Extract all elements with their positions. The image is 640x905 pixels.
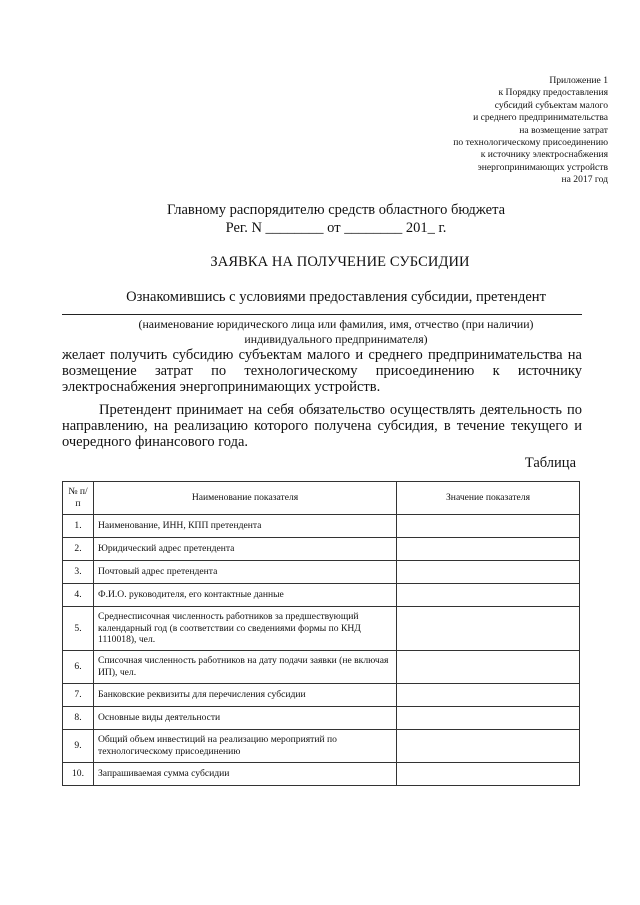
row-number: 5. [63,607,94,651]
row-indicator-name: Наименование, ИНН, КПП претендента [94,515,397,538]
row-value-cell[interactable] [397,607,580,651]
row-number: 1. [63,515,94,538]
row-value-cell[interactable] [397,730,580,763]
row-value-cell[interactable] [397,538,580,561]
appendix-line: к Порядку предоставления [498,87,608,99]
appendix-line: Приложение 1 [549,75,608,86]
row-indicator-name: Банковские реквизиты для перечисления субсидии [94,684,397,707]
row-indicator-name: Ф.И.О. руководителя, его контактные данные [94,584,397,607]
row-number: 6. [63,651,94,684]
table-row [63,561,580,584]
table-row [63,607,580,651]
row-indicator-name: Общий объем инвестиций на реализацию мероприятий по технологическому присоединению [94,730,397,763]
row-indicator-name: Запрашиваемая сумма субсидии [94,763,397,786]
applicant-name-blank-line [62,314,582,315]
table-row [63,584,580,607]
row-value-cell[interactable] [397,707,580,730]
table-row [63,707,580,730]
row-value-cell[interactable] [397,561,580,584]
row-value-cell[interactable] [397,515,580,538]
intro-line: Ознакомившись с условиями предоставления субсидии, претендент [126,289,546,305]
appendix-line: на 2017 год [561,174,608,186]
appendix-line: к источнику электроснабжения [480,149,608,161]
table-row [63,538,580,561]
row-indicator-name: Почтовый адрес претендента [94,561,397,584]
row-number: 8. [63,707,94,730]
appendix-line: субсидий субъектам малого [494,99,608,111]
obligation-paragraph: Претендент принимает на себя обязательство осуществлять деятельность по направлению, на реализацию которого получена субсидия, в течение текущего и очередного финансового года. [62,402,582,450]
table-row [63,515,580,538]
applicant-name-hint [0,317,640,346]
appendix-line: на возмещение затрат [519,124,608,136]
appendix-note [453,75,608,187]
row-number: 3. [63,561,94,584]
indicators-table [62,481,580,786]
row-number: 9. [63,730,94,763]
row-value-cell[interactable] [397,763,580,786]
header-indicator-value: Значение показателя [397,482,580,515]
addressee-line: Главному распорядителю средств областного бюджета [166,202,506,218]
row-number: 7. [63,684,94,707]
table-header-row [63,482,580,515]
appendix-line: энергопринимающих устройств [477,161,608,173]
row-indicator-name: Списочная численность работников на дату подачи заявки (не включая ИП), чел. [94,651,397,684]
appendix-line: по технологическому присоединению [453,137,608,149]
table-row [63,651,580,684]
row-indicator-name: Среднесписочная численность работников за предшествующий календарный год (в соответствии со сведениями формы по КНД 1110018), чел. [94,607,397,651]
row-number: 2. [63,538,94,561]
hint-line: (наименование юридического лица или фамилия, имя, отчество (при наличии) [138,317,534,331]
row-number: 10. [63,763,94,786]
registration-line: Рег. N ________ от ________ 201_ г. [225,220,447,236]
purpose-paragraph: желает получить субсидию субъектам малого и среднего предпринимательства на возмещение затрат по технологическому присоединению к источнику электроснабжения энергопринимающих устройств. [62,347,582,395]
header-indicator-name: Наименование показателя [94,482,397,515]
table-caption: Таблица [524,455,576,471]
header-number: № п/п [63,482,94,515]
row-value-cell[interactable] [397,651,580,684]
table-row [63,763,580,786]
row-indicator-name: Основные виды деятельности [94,707,397,730]
row-indicator-name: Юридический адрес претендента [94,538,397,561]
row-value-cell[interactable] [397,684,580,707]
addressee-block [0,201,640,237]
table-row [63,684,580,707]
row-number: 4. [63,584,94,607]
hint-line: индивидуального предпринимателя) [244,331,428,346]
row-value-cell[interactable] [397,584,580,607]
document-title: ЗАЯВКА НА ПОЛУЧЕНИЕ СУБСИДИИ [210,254,470,270]
table-row [63,730,580,763]
appendix-line: и среднего предпринимательства [473,112,608,124]
